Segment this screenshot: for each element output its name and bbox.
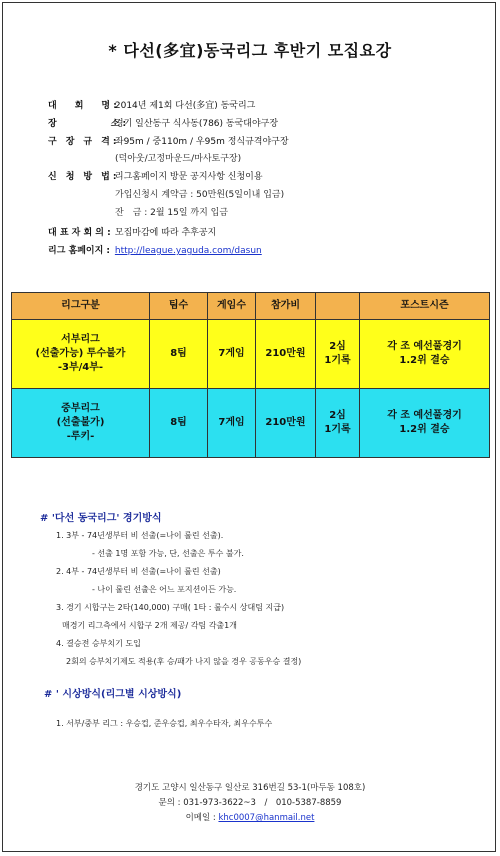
email-link[interactable]: khc0007@hanmail.net [218,813,315,823]
label: 리그 홈페이지 : [48,246,111,256]
cell-games: 7게임 [208,389,256,458]
rule-item: - 나이 룰린 선출은 어느 포지션이든 가능. [92,585,237,594]
info-tournament-name [48,99,255,113]
header-fee: 참가비 [256,293,316,320]
cell-postseason [360,320,490,389]
header-teams: 팀수 [150,293,208,320]
info-homepage [48,244,262,258]
scorer: 1기록 [324,424,351,435]
header-blank [316,293,360,320]
rule-item: 1. 3부 - 74년생부터 비 선출(=나이 룰린 선출). [56,531,224,540]
cell-officials [316,389,360,458]
info-rep-meeting [48,226,216,240]
value: 모집마감에 따라 추후공지 [114,228,217,238]
info-apply-deposit [48,188,284,202]
table-header-row [12,293,490,320]
rule-item: 3. 경기 시합구는 2타(140,000) 구매( 1타 : 룰수시 상대팀 지급) [56,603,285,612]
scorer: 1기록 [324,355,351,366]
division-name: 중부리그 [61,403,100,414]
league-table [11,292,490,458]
info-field-spec [48,135,289,149]
email-label: 이메일 : [185,813,219,823]
value: (덕아웃/고정마운드/마사토구장) [115,154,242,164]
header-postseason: 포스트시즌 [360,293,490,320]
homepage-link[interactable]: http://league.yaguda.com/dasun [114,246,262,256]
division-tier: -3부/4부- [57,362,104,373]
info-apply-method [48,170,263,184]
cell-games: 7게임 [208,320,256,389]
postseason-format: 각 조 예선풀경기 [387,341,462,352]
table-row-west [12,320,490,389]
value: 잔 금 : 2월 15일 까지 입금 [115,208,229,218]
info-field-spec-sub [48,152,241,166]
cell-teams: 8팀 [150,320,208,389]
cell-teams: 8팀 [150,389,208,458]
info-place [48,117,278,131]
division-rule: (선출불가) [56,417,105,428]
footer-email [0,812,500,825]
footer-address: 경기도 고양시 일산동구 일산로 316번길 53-1(마두동 108호) [134,783,366,793]
value: 경기 일산동구 식사동(786) 동국대야구장 [114,119,279,129]
footer-phone: 문의 : 031-973-3622~3 / 010-5387-8859 [158,798,342,808]
rule-item: 2회의 승부치기제도 적용(후 승/패가 나지 않을 경우 공동우승 결정) [66,657,302,666]
label: 구 장 규 격 : [48,137,117,147]
rule-item: - 선출 1명 포함 가능, 단, 선출은 투수 불가. [92,549,244,558]
awards-heading: # ' 시상방식(리그별 시상방식) [44,689,182,700]
info-apply-balance [48,206,228,220]
label: 대 표 자 회 의 : [48,228,111,238]
header-division: 리그구분 [12,293,150,320]
rule-item: 매경기 리그측에서 시합구 2개 제공/ 각팀 각출1개 [62,621,237,630]
postseason-final: 1.2위 결승 [399,424,450,435]
value: 2014년 제1회 다선(多宜) 동국리그 [114,101,256,111]
table-row-central [12,389,490,458]
division-name: 서부리그 [61,334,100,345]
cell-division [12,320,150,389]
division-rule: (선출가능) 투수불가 [35,348,126,359]
umpires: 2심 [329,410,346,421]
value: 좌95m / 중110m / 우95m 정식규격야구장 [114,137,289,147]
postseason-final: 1.2위 결승 [399,355,450,366]
cell-postseason [360,389,490,458]
rule-item: 2. 4부 - 74년생부터 비 선출(=나이 룰린 선출) [56,567,221,576]
cell-fee: 210만원 [256,389,316,458]
value: 가입신청시 계약금 : 50만원(5일이내 입금) [115,190,285,200]
umpires: 2심 [329,341,346,352]
postseason-format: 각 조 예선풀경기 [387,410,462,421]
value: 리그홈페이지 방문 공지사항 신청이용 [114,172,263,182]
label: 신 청 방 법 : [48,172,117,182]
header-games: 게임수 [208,293,256,320]
label: 장 소 : [48,119,127,129]
division-tier: -루키- [66,431,95,442]
cell-fee: 210만원 [256,320,316,389]
cell-officials [316,320,360,389]
awards-item: 1. 서부/중부 리그 : 우승컵, 준우승컵, 최우수타자, 최우수투수 [56,719,273,728]
rules-heading: # '다선 동국리그' 경기방식 [40,513,162,524]
page-title: * 다선(多宜)동국리그 후반기 모집요강 [108,41,392,60]
label: 대 회 명 : [48,101,117,111]
rule-item: 4. 결승전 승부치기 도입 [56,639,141,648]
cell-division [12,389,150,458]
